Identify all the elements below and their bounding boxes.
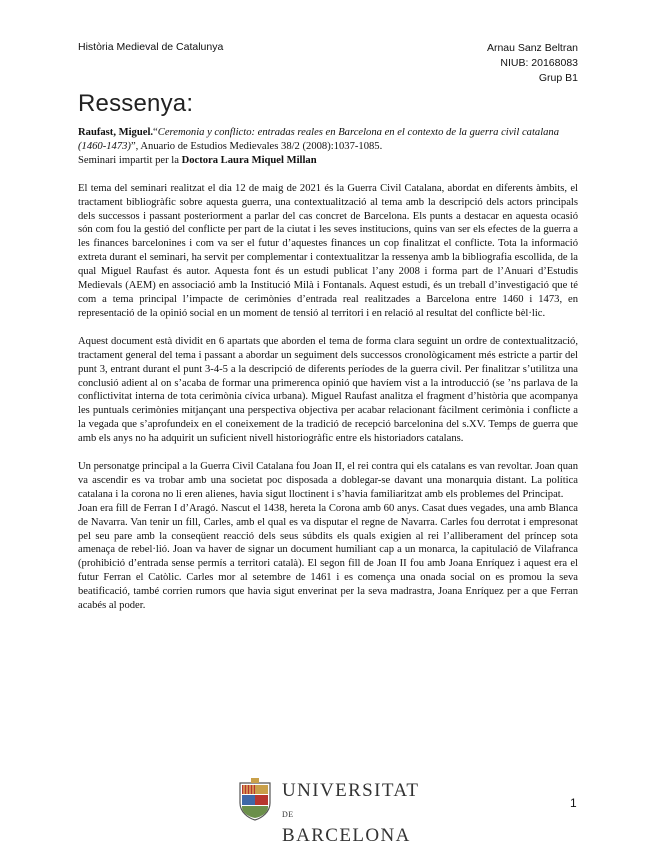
reference-quote-open: “ (153, 127, 158, 138)
header-student-info (487, 41, 578, 86)
reference-quote-close: ”, (130, 140, 139, 152)
paragraph: Aquest document està dividit en 6 apartats que aborden el tema de forma clara seguint un ordre de contextualització, tractament general del tema i passant a abordar un seguiment dels successos cronològicament més estricte a partir del punt 3, entrant durant el punt 3-4-5 a la descripció de diferents períodes de la guerra civil. Per finalitzar s’utilitza una conclusió adient al on s’acaba de formar una primerenca opinió que havíem vist a la introducció (se ’ns parlava de la conflictivitat interna de tota cerimònia cívica urbana). Miguel Raufast analitza el fragment d’història que acompanya les puntuals cerimònies mitjançant una perspectiva objectiva per acabar relacionant fàcilment cerimònia i conflicte a la vegada que s’aprofundeix en el coneixement de la tradició de recepció barcelonina del s.XV. Temps de guerra que amb els anys no ha adquirit un suficient nivell historiogràfic entre els historiadors catalans. (78, 335, 578, 445)
reference-author: Raufast, Miguel. (78, 127, 154, 138)
logo-line1: UNIVERSITAT (282, 780, 420, 801)
logo-wordmark (282, 780, 428, 846)
seminar-line (78, 154, 578, 168)
document-body (78, 126, 578, 613)
reference-citation (78, 126, 578, 154)
header-niub: NIUB: 20168083 (500, 57, 578, 69)
logo-line1-suffix: DE (282, 810, 294, 819)
university-logo (238, 777, 428, 846)
header-group: Grup B1 (538, 72, 578, 84)
header-course: Història Medieval de Catalunya (78, 41, 224, 53)
paragraph: Un personatge principal a la Guerra Civil Catalana fou Joan II, el rei contra qui els catalans es van revoltar. Joan quan va ascendir es va trobar amb una societat poc disposada a doblegar-se davant una monarquia distant. La política catalana i la corona no li eren alienes, havia sigut lloctinent i s’havia familiaritzat amb els problemes del Principat. (78, 461, 578, 500)
seminar-teacher: Doctora Laura Miquel Millan (181, 154, 317, 166)
reference-source: Anuario de Estudios Medievales 38/2 (2008):1037-1085. (138, 140, 383, 152)
paragraph: Joan era fill de Ferran I d’Aragó. Nascut el 1438, hereta la Corona amb 60 anys. Casat dues vegades, una amb Blanca de Navarra. Van tenir un fill, Carles, amb el qual es va disputar el regne de Navarra. Carles fou derrotat i empresonat pel seu pare amb la conseqüent reacció dels seus súbdits els quals exigien al rei l’alliberament del príncep sota amenaça de rebel·lió. Joan va haver de signar un document humiliant cap a un monarca, la capitulació de Vilafranca (prohibició d’entrada sense permís a territori català). El segon fill de Joan II fou amb Joana Enríquez i aquest era el futur Ferran el Catòlic. Carles mor al setembre de 1461 i es comença una onada social on es promou la seva beatificació, també corrien rumors que havia sigut enverinat per la seva madrastra, Joana Enríquez per a que Ferran acabés al poder. (78, 502, 578, 612)
page-number: 1 (570, 796, 577, 810)
header-author: Arnau Sanz Beltran (486, 42, 578, 54)
logo-line2: BARCELONA (282, 825, 411, 846)
page-title: Ressenya: (78, 90, 194, 117)
shield-icon (238, 777, 272, 821)
paragraph: El tema del seminari realitzat el dia 12 de maig de 2021 és la Guerra Civil Catalana, abordat en diferents àmbits, el tractament bibliogràfic sobre aquesta guerra, una contextualització al tema amb la descripció dels actors principals dels successos i passant posteriorment a parlar del cas concret de Barcelona. Els punts a destacar en aquesta ocasió són com fou la gestió del conflicte per part de la ciutat i les seves institucions, quins van ser els efectes de la guerra a les finances barcelonines i com va ser el futur d’aquestes finances un cop finalitzat el conflicte. Tota la informació extreta durant el seminari, ha servit per complementar i contextualitzar la ressenya amb la bibliografia escollida, de la qual Miguel Raufast és autor. Aquesta font és un estudi publicat l’any 2008 i forma part de l’Anuari d’Estudis Medievals (AEM) en associació amb la Institució Milà i Fontanals. Aquest estudi, és un treball d’investigació que té com a tema principal l’impacte de cerimònies d’entrada real realitzades a Barcelona entre 1460 i 1473, en representació de la opinió social en un moment de tensió al territori i en relació al resultat del conflicte bèl·lic. (78, 182, 578, 319)
seminar-prefix: Seminari impartit per la (78, 154, 182, 166)
reference-title: Ceremonia y conflicto: entradas reales en Barcelona en el contexto de la guerra civil catalana (1460-1473) (78, 127, 560, 152)
